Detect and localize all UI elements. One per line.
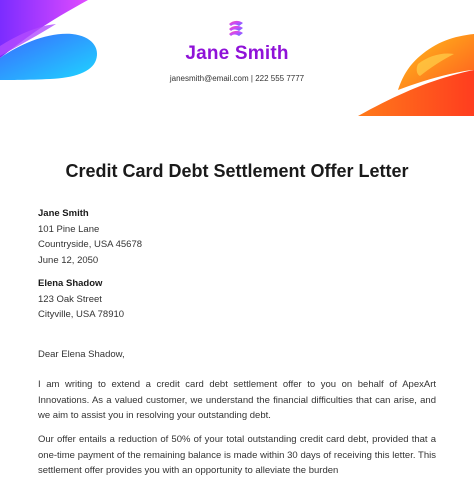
recipient-address-line2: Cityville, USA 78910 [38, 309, 125, 320]
sender-name: Jane Smith [38, 208, 89, 219]
document-title: Credit Card Debt Settlement Offer Letter [65, 161, 409, 181]
recipient-address-line1: 123 Oak Street [38, 293, 102, 305]
paragraph-line: this letter. This settlement offer provides you with an opportunity to alleviate the burden [38, 449, 436, 476]
body-paragraph-2 [38, 432, 436, 479]
recipient-name: Elena Shadow [38, 278, 103, 289]
sender-address-line2: Countryside, USA 45678 [38, 239, 143, 250]
body-paragraph-1 [38, 377, 436, 424]
header-sender-name: Jane Smith [185, 43, 289, 64]
header-contact-info: janesmith@email.com | 222 555 7777 [169, 74, 305, 83]
sender-address-line1: 101 Pine Lane [38, 223, 100, 235]
paragraph-line: Innovations. As a valued customer, we understand the financial difficulties that can [38, 394, 394, 406]
paragraph-line: Our offer entails a reduction of 50% of your total outstanding credit card debt, provided [38, 434, 412, 445]
recipient-address-block [38, 276, 124, 323]
paragraph-line: that a one-time payment of the remaining balance is made within 30 days of receiving [38, 434, 436, 461]
paragraph-line: I am writing to extend a credit card debt settlement offer to you on behalf of ApexArt [38, 379, 436, 390]
letter-date: June 12, 2050 [38, 254, 99, 266]
stacked-ribbon-logo-icon [225, 18, 247, 40]
letter-greeting: Dear Elena Shadow, [38, 349, 125, 360]
sender-address-block [38, 206, 142, 268]
paragraph-line: arise, and we aim to assist you in resolving your outstanding debt. [38, 394, 436, 421]
